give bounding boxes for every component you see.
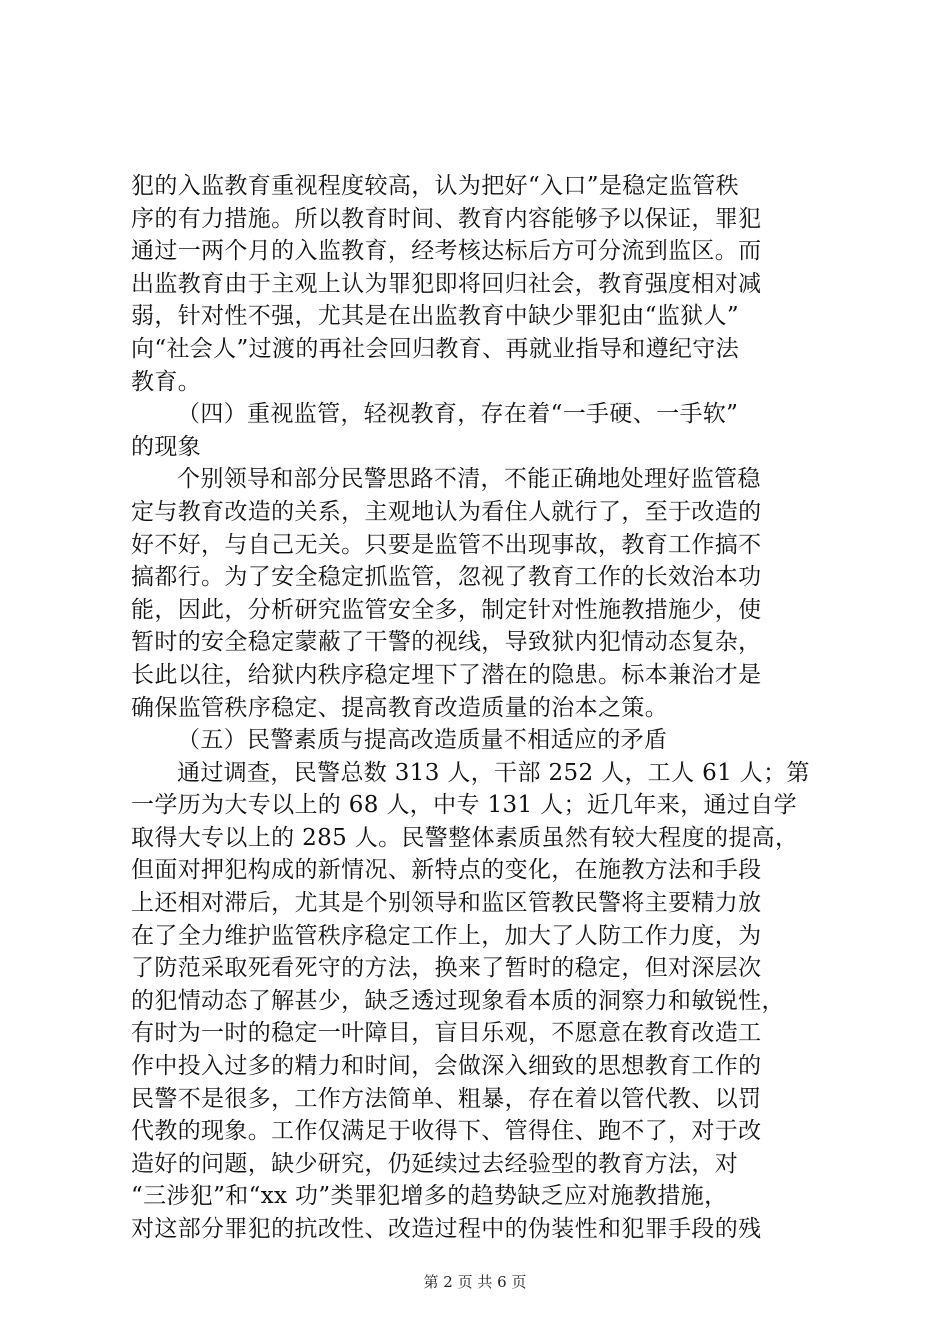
text-line: 长此以往，给狱内秩序稳定埋下了潜在的隐患。标本兼治才是 [131, 661, 762, 688]
text-line: 代教的现象。工作仅满足于收得下、管得住、跑不了，对于改 [131, 1118, 762, 1145]
text-line: 民警不是很多，工作方法简单、粗暴，存在着以管代教、以罚 [131, 1085, 762, 1112]
body-text [131, 170, 831, 1246]
text-line: 好不好，与自己无关。只要是监管不出现事故，教育工作搞不 [131, 531, 762, 558]
text-line: 能，因此，分析研究监管安全多，制定针对性施教措施少，使 [131, 596, 762, 623]
text-line: 在了全力维护监管秩序稳定工作上，加大了人防工作力度，为 [131, 922, 762, 949]
text-line: 弱，针对性不强，尤其是在出监教育中缺少罪犯由“监狱人” [131, 303, 739, 330]
text-line: 个别领导和部分民警思路不清，不能正确地处理好监管稳 [177, 466, 761, 493]
text-line: 教育。 [131, 368, 202, 395]
text-line: 对这部分罪犯的抗改性、改造过程中的伪装性和犯罪手段的残 [131, 1216, 762, 1242]
section-heading-four: （四）重视监管，轻视教育，存在着“一手硬、一手软” [177, 401, 739, 428]
text-line: 造好的问题，缺少研究，仍延续过去经验型的教育方法，对 [131, 1150, 739, 1177]
text-line: 出监教育由于主观上认为罪犯即将回归社会，教育强度相对减 [131, 270, 762, 297]
text-line: 作中投入过多的精力和时间，会做深入细致的思想教育工作的 [131, 1053, 762, 1080]
text-line: 取得大专以上的 285 人。民警整体素质虽然有较大程度的提高， [131, 824, 799, 851]
text-line: 暂时的安全稳定蒙蔽了干警的视线，导致狱内犯情动态复杂， [131, 629, 762, 656]
text-line: 搞都行。为了安全稳定抓监管，忽视了教育工作的长效治本功 [131, 564, 762, 591]
section-heading-five: （五）民警素质与提高改造质量不相适应的矛盾 [177, 727, 668, 754]
text-line: 通过调查，民警总数 313 人，干部 252 人，工人 61 人；第 [177, 759, 810, 786]
text-line: 的犯情动态了解甚少，缺乏透过现象看本质的洞察力和敏锐性， [131, 987, 785, 1014]
text-line: 但面对押犯构成的新情况、新特点的变化，在施教方法和手段 [131, 857, 762, 884]
text-line: “三涉犯”和“xx 功”类罪犯增多的趋势缺乏应对施教措施， [131, 1183, 728, 1210]
text-line: 了防范采取死看死守的方法，换来了暂时的稳定，但对深层次 [131, 955, 762, 982]
text-line: 犯的入监教育重视程度较高，认为把好“入口”是稳定监管秩 [131, 173, 739, 199]
text-line: 向“社会人”过渡的再社会回归教育、再就业指导和遵纪守法 [131, 335, 739, 362]
text-line: 确保监管秩序稳定、提高教育改造质量的治本之策。 [131, 694, 669, 721]
page-footer: 第 2 页 共 6 页 [423, 1273, 527, 1291]
text-line: 一学历为大专以上的 68 人，中专 131 人；近几年来，通过自学 [131, 792, 797, 819]
text-line: 定与教育改造的关系，主观地认为看住人就行了，至于改造的 [131, 498, 762, 525]
text-line: 通过一两个月的入监教育，经考核达标后方可分流到监区。而 [131, 238, 762, 265]
section-heading-four-cont: 的现象 [131, 433, 202, 460]
text-line: 序的有力措施。所以教育时间、教育内容能够予以保证，罪犯 [131, 205, 762, 232]
text-line: 有时为一时的稳定一叶障目，盲目乐观，不愿意在教育改造工 [131, 1020, 762, 1047]
text-line: 上还相对滞后，尤其是个别领导和监区管教民警将主要精力放 [131, 890, 762, 917]
